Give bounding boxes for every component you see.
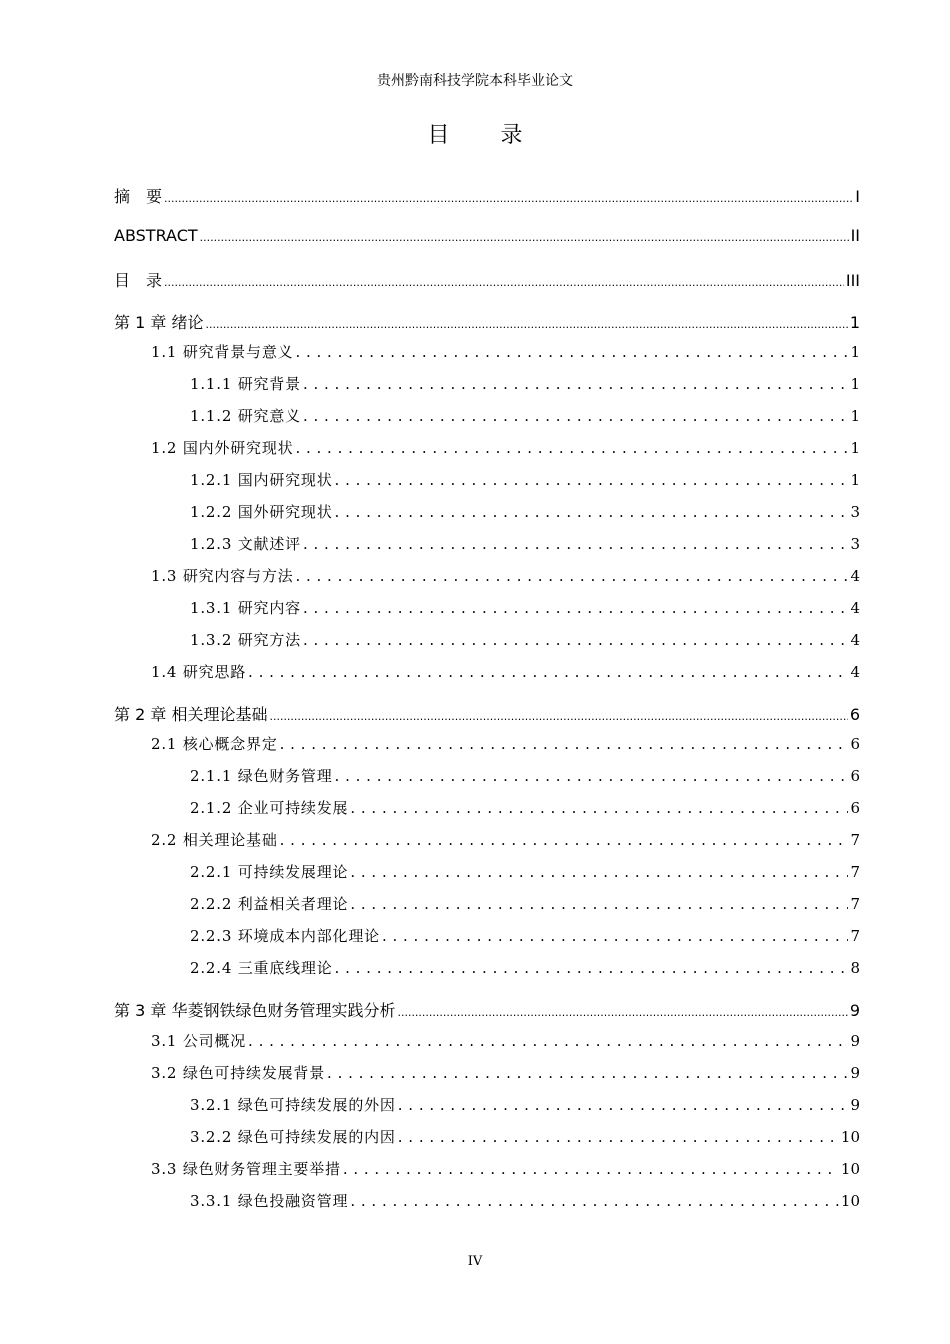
toc-entry[interactable] [190,373,860,399]
toc-leader [335,767,849,785]
toc-entry-label: 3.2.1 绿色可持续发展的外因 [190,1096,396,1114]
toc-leader [398,1128,839,1146]
toc-leader [280,735,849,753]
toc-leader [343,1160,839,1178]
toc-page-number: 4 [850,567,860,585]
toc-entry-label: 1.3.2 研究方法 [190,631,301,649]
toc-entry[interactable] [151,341,860,367]
toc-leader [164,271,844,290]
toc-entry[interactable] [114,268,860,294]
toc-leader [269,705,847,724]
toc-page-number: 6 [849,705,860,724]
toc-page-number: 10 [840,1192,860,1210]
toc-entry-label: 1.3.1 研究内容 [190,599,301,617]
toc-leader [335,471,849,489]
toc-entry-label: 3.1 公司概况 [151,1032,247,1050]
running-header: 贵州黔南科技学院本科毕业论文 [377,73,573,89]
toc-entry[interactable] [190,501,860,527]
toc-leader [295,567,848,585]
toc-leader [164,187,853,206]
toc-page-number: III [845,271,860,290]
toc-entry[interactable] [114,226,860,252]
toc-entry-label: 第 1 章 绪论 [114,313,204,332]
toc-page-number: 1 [850,471,860,489]
toc-entry[interactable] [151,661,860,687]
toc-entry[interactable] [190,469,860,495]
toc-entry-label: 目 录 [114,271,163,290]
toc-page-number: 10 [840,1128,860,1146]
toc-entry-label: 2.1.1 绿色财务管理 [190,767,333,785]
toc-entry[interactable] [190,1190,860,1216]
toc-leader [205,313,847,332]
toc-page-number: 1 [850,407,860,425]
toc-page-number: 9 [850,1096,860,1114]
toc-page-number: 6 [850,735,860,753]
toc-leader [350,895,848,913]
toc-page-number: 6 [850,767,860,785]
toc-leader [303,375,849,393]
toc-leader [295,439,848,457]
toc-entry-label: 3.2 绿色可持续发展背景 [151,1064,326,1082]
toc-page-number: II [850,226,860,245]
toc-leader [335,959,849,977]
toc-leader [350,799,848,817]
toc-leader [200,226,849,245]
toc-entry-label: 1.2.1 国内研究现状 [190,471,333,489]
toc-entry-label: 1.3 研究内容与方法 [151,567,294,585]
toc-page-number: 7 [850,831,860,849]
toc-leader [350,1192,839,1210]
toc-leader [248,1032,848,1050]
toc-leader [327,1064,848,1082]
toc-leader [303,535,849,553]
toc-leader [303,631,849,649]
toc-page-number: 1 [849,313,860,332]
toc-entry-label: 3.3.1 绿色投融资管理 [190,1192,349,1210]
toc-entry-label: 摘 要 [114,187,163,206]
toc-page-number: 4 [850,663,860,681]
toc-entry-label: 1.4 研究思路 [151,663,247,681]
toc-page-number: 7 [850,895,860,913]
toc-page-number: 7 [850,927,860,945]
toc-entry[interactable] [190,629,860,655]
toc-leader [303,407,849,425]
toc-entry-label: 3.2.2 绿色可持续发展的内因 [190,1128,396,1146]
toc-page-number: 9 [850,1032,860,1050]
toc-entry-label: 2.1.2 企业可持续发展 [190,799,349,817]
toc-entry-label: 第 3 章 华菱钢铁绿色财务管理实践分析 [114,1001,396,1020]
toc-entry[interactable] [151,733,860,759]
toc-page-number: 7 [850,863,860,881]
toc-entry[interactable] [114,998,860,1024]
toc-title: 目 录 [427,123,545,148]
toc-entry[interactable] [114,310,860,336]
toc-entry-label: 1.1 研究背景与意义 [151,343,294,361]
toc-entry-label: 1.2 国内外研究现状 [151,439,294,457]
toc-page-number: 1 [850,343,860,361]
toc-page-number: 10 [840,1160,860,1178]
page-number: IV [467,1254,483,1269]
toc-entry[interactable] [190,597,860,623]
toc-leader [295,343,848,361]
toc-page-number: 6 [850,799,860,817]
toc-entry-label: 2.2.4 三重底线理论 [190,959,333,977]
toc-entry-label: 1.2.2 国外研究现状 [190,503,333,521]
toc-entry[interactable] [190,797,860,823]
toc-entry-label: 1.1.1 研究背景 [190,375,301,393]
toc-entry-label: 2.2.2 利益相关者理论 [190,895,349,913]
toc-leader [398,1096,849,1114]
toc-leader [248,663,848,681]
toc-entry[interactable] [151,1158,860,1184]
toc-entry-label: 1.1.2 研究意义 [190,407,301,425]
toc-leader [280,831,849,849]
toc-entry[interactable] [190,861,860,887]
toc-entry-label: 2.2.1 可持续发展理论 [190,863,349,881]
toc-page-number: 3 [850,535,860,553]
toc-entry[interactable] [151,1062,860,1088]
toc-entry-label: 2.2 相关理论基础 [151,831,278,849]
toc-entry-label: 第 2 章 相关理论基础 [114,705,268,724]
toc-leader [350,863,848,881]
toc-entry[interactable] [190,533,860,559]
toc-entry[interactable] [151,1030,860,1056]
toc-leader [335,503,849,521]
toc-page-number: 4 [850,631,860,649]
toc-page-number: 1 [850,375,860,393]
toc-entry[interactable] [190,925,860,951]
toc-page-number: 1 [850,439,860,457]
toc-entry-label: 3.3 绿色财务管理主要举措 [151,1160,341,1178]
toc-leader [303,599,849,617]
toc-entry-label: 2.1 核心概念界定 [151,735,278,753]
toc-entry[interactable] [190,405,860,431]
toc-entry[interactable] [190,1126,860,1152]
toc-entry[interactable] [190,765,860,791]
toc-entry-label: ABSTRACT [114,226,198,245]
toc-page-number: 3 [850,503,860,521]
toc-page-number: 9 [849,1001,860,1020]
toc-entry[interactable] [114,184,860,210]
toc-entry-label: 2.2.3 环境成本内部化理论 [190,927,380,945]
toc-entry[interactable] [190,957,860,983]
toc-leader [382,927,849,945]
toc-entry-label: 1.2.3 文献述评 [190,535,301,553]
toc-leader [397,1001,847,1020]
toc-entry[interactable] [151,829,860,855]
toc-page-number: 4 [850,599,860,617]
toc-page-number: 9 [850,1064,860,1082]
toc-entry[interactable] [114,702,860,728]
toc-entry[interactable] [190,1094,860,1120]
toc-entry[interactable] [190,893,860,919]
toc-entry[interactable] [151,437,860,463]
toc-page-number: I [855,187,860,206]
toc-entry[interactable] [151,565,860,591]
toc-page-number: 8 [850,959,860,977]
